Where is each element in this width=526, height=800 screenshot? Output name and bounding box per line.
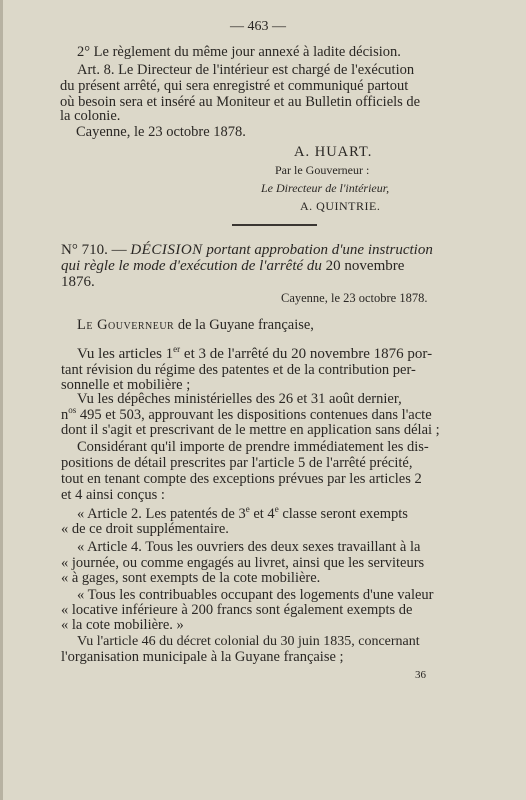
text-line: du présent arrêté, qui sera enregistré et communiqué partout <box>60 78 409 94</box>
text-line: Art. 8. Le Directeur de l'intérieur est chargé de l'exécution <box>77 62 415 78</box>
superscript: os <box>68 405 77 416</box>
text-span: et 3 de l'arrêté du 20 novembre 1876 por- <box>183 346 433 362</box>
quote-line: « locative inférieure à 200 francs sont également exempts de <box>61 602 413 618</box>
quote-line: « la cote mobilière. » <box>61 617 184 633</box>
text-line <box>77 346 432 363</box>
text-span: « Article 2. Les patentés de 3 <box>77 506 246 522</box>
superscript: e <box>274 504 279 515</box>
governor-heading <box>77 317 314 334</box>
decision-title-year: 1876. <box>61 274 95 290</box>
text-line: 2° Le règlement du même jour annexé à ladite décision. <box>77 44 401 60</box>
signature-name: A. HUART. <box>294 144 373 160</box>
page-number: — 463 — <box>230 19 286 34</box>
text-line: Vu l'article 46 du décret colonial du 30 juin 1835, concernant <box>77 634 420 649</box>
text-line: Considérant qu'il importe de prendre immédiatement les dis- <box>77 439 429 455</box>
decision-word: DÉCISION <box>130 242 203 258</box>
text-line: dont il s'agit et prescrivant de le mettre en application sans délai ; <box>61 422 440 438</box>
signature-role: Par le Gouverneur : <box>275 163 370 177</box>
text-line: sonnelle et mobilière ; <box>61 377 191 393</box>
decision-number: N° 710. — <box>61 242 127 258</box>
place-date: Cayenne, le 23 octobre 1878. <box>281 291 428 305</box>
decision-title <box>61 258 404 275</box>
text-line: tant révision du régime des patentes et de la contribution per- <box>61 362 416 378</box>
text-line: où besoin sera et inséré au Moniteur et au Bulletin officiels de <box>60 94 421 110</box>
signature-mark: 36 <box>415 669 426 681</box>
text-span: Vu les articles 1 <box>77 346 174 362</box>
decision-title-text: qui règle le mode d'exécution de l'arrêté du <box>61 258 322 274</box>
superscript: e <box>245 504 250 515</box>
decision-title-date: 20 novembre <box>325 258 405 274</box>
decision-title <box>61 242 433 259</box>
text-span: classe seront exempts <box>282 506 408 522</box>
text-line: et 4 ainsi conçus : <box>61 487 165 503</box>
text-line: tout en tenant compte des exceptions prévues par les articles 2 <box>61 471 422 487</box>
text-span: et 4 <box>253 506 275 522</box>
signature-name: A. QUINTRIE. <box>300 199 381 213</box>
quote-line: « de ce droit supplémentaire. <box>61 521 229 537</box>
signature-role: Le Directeur de l'intérieur, <box>261 181 390 195</box>
superscript: er <box>173 344 181 354</box>
quote-line: « journée, ou comme engagés au livret, ainsi que les serviteurs <box>61 555 425 571</box>
decision-title-text: portant approbation d'une instruction <box>206 242 433 258</box>
quote-line: « Article 4. Tous les ouvriers des deux sexes travaillant à la <box>77 539 421 555</box>
quote-line: « Tous les contribuables occupant des logements d'une valeur <box>77 587 434 603</box>
text-line: positions de détail prescrites par l'article 5 de l'arrêté précité, <box>61 455 413 471</box>
text-span: 495 et 503, approuvant les dispositions contenues dans l'acte <box>79 407 432 423</box>
governor-title: Le Gouverneur <box>77 317 175 333</box>
text-line: Vu les dépêches ministérielles des 26 et 31 août dernier, <box>77 391 402 407</box>
section-divider <box>232 224 317 226</box>
governor-place: de la Guyane française, <box>177 317 314 333</box>
text-line: l'organisation municipale à la Guyane française ; <box>61 649 344 665</box>
place-date: Cayenne, le 23 octobre 1878. <box>76 124 246 140</box>
text-span: n <box>61 407 69 423</box>
text-line: la colonie. <box>60 108 121 124</box>
quote-line: « à gages, sont exempts de la cote mobilière. <box>61 570 321 586</box>
